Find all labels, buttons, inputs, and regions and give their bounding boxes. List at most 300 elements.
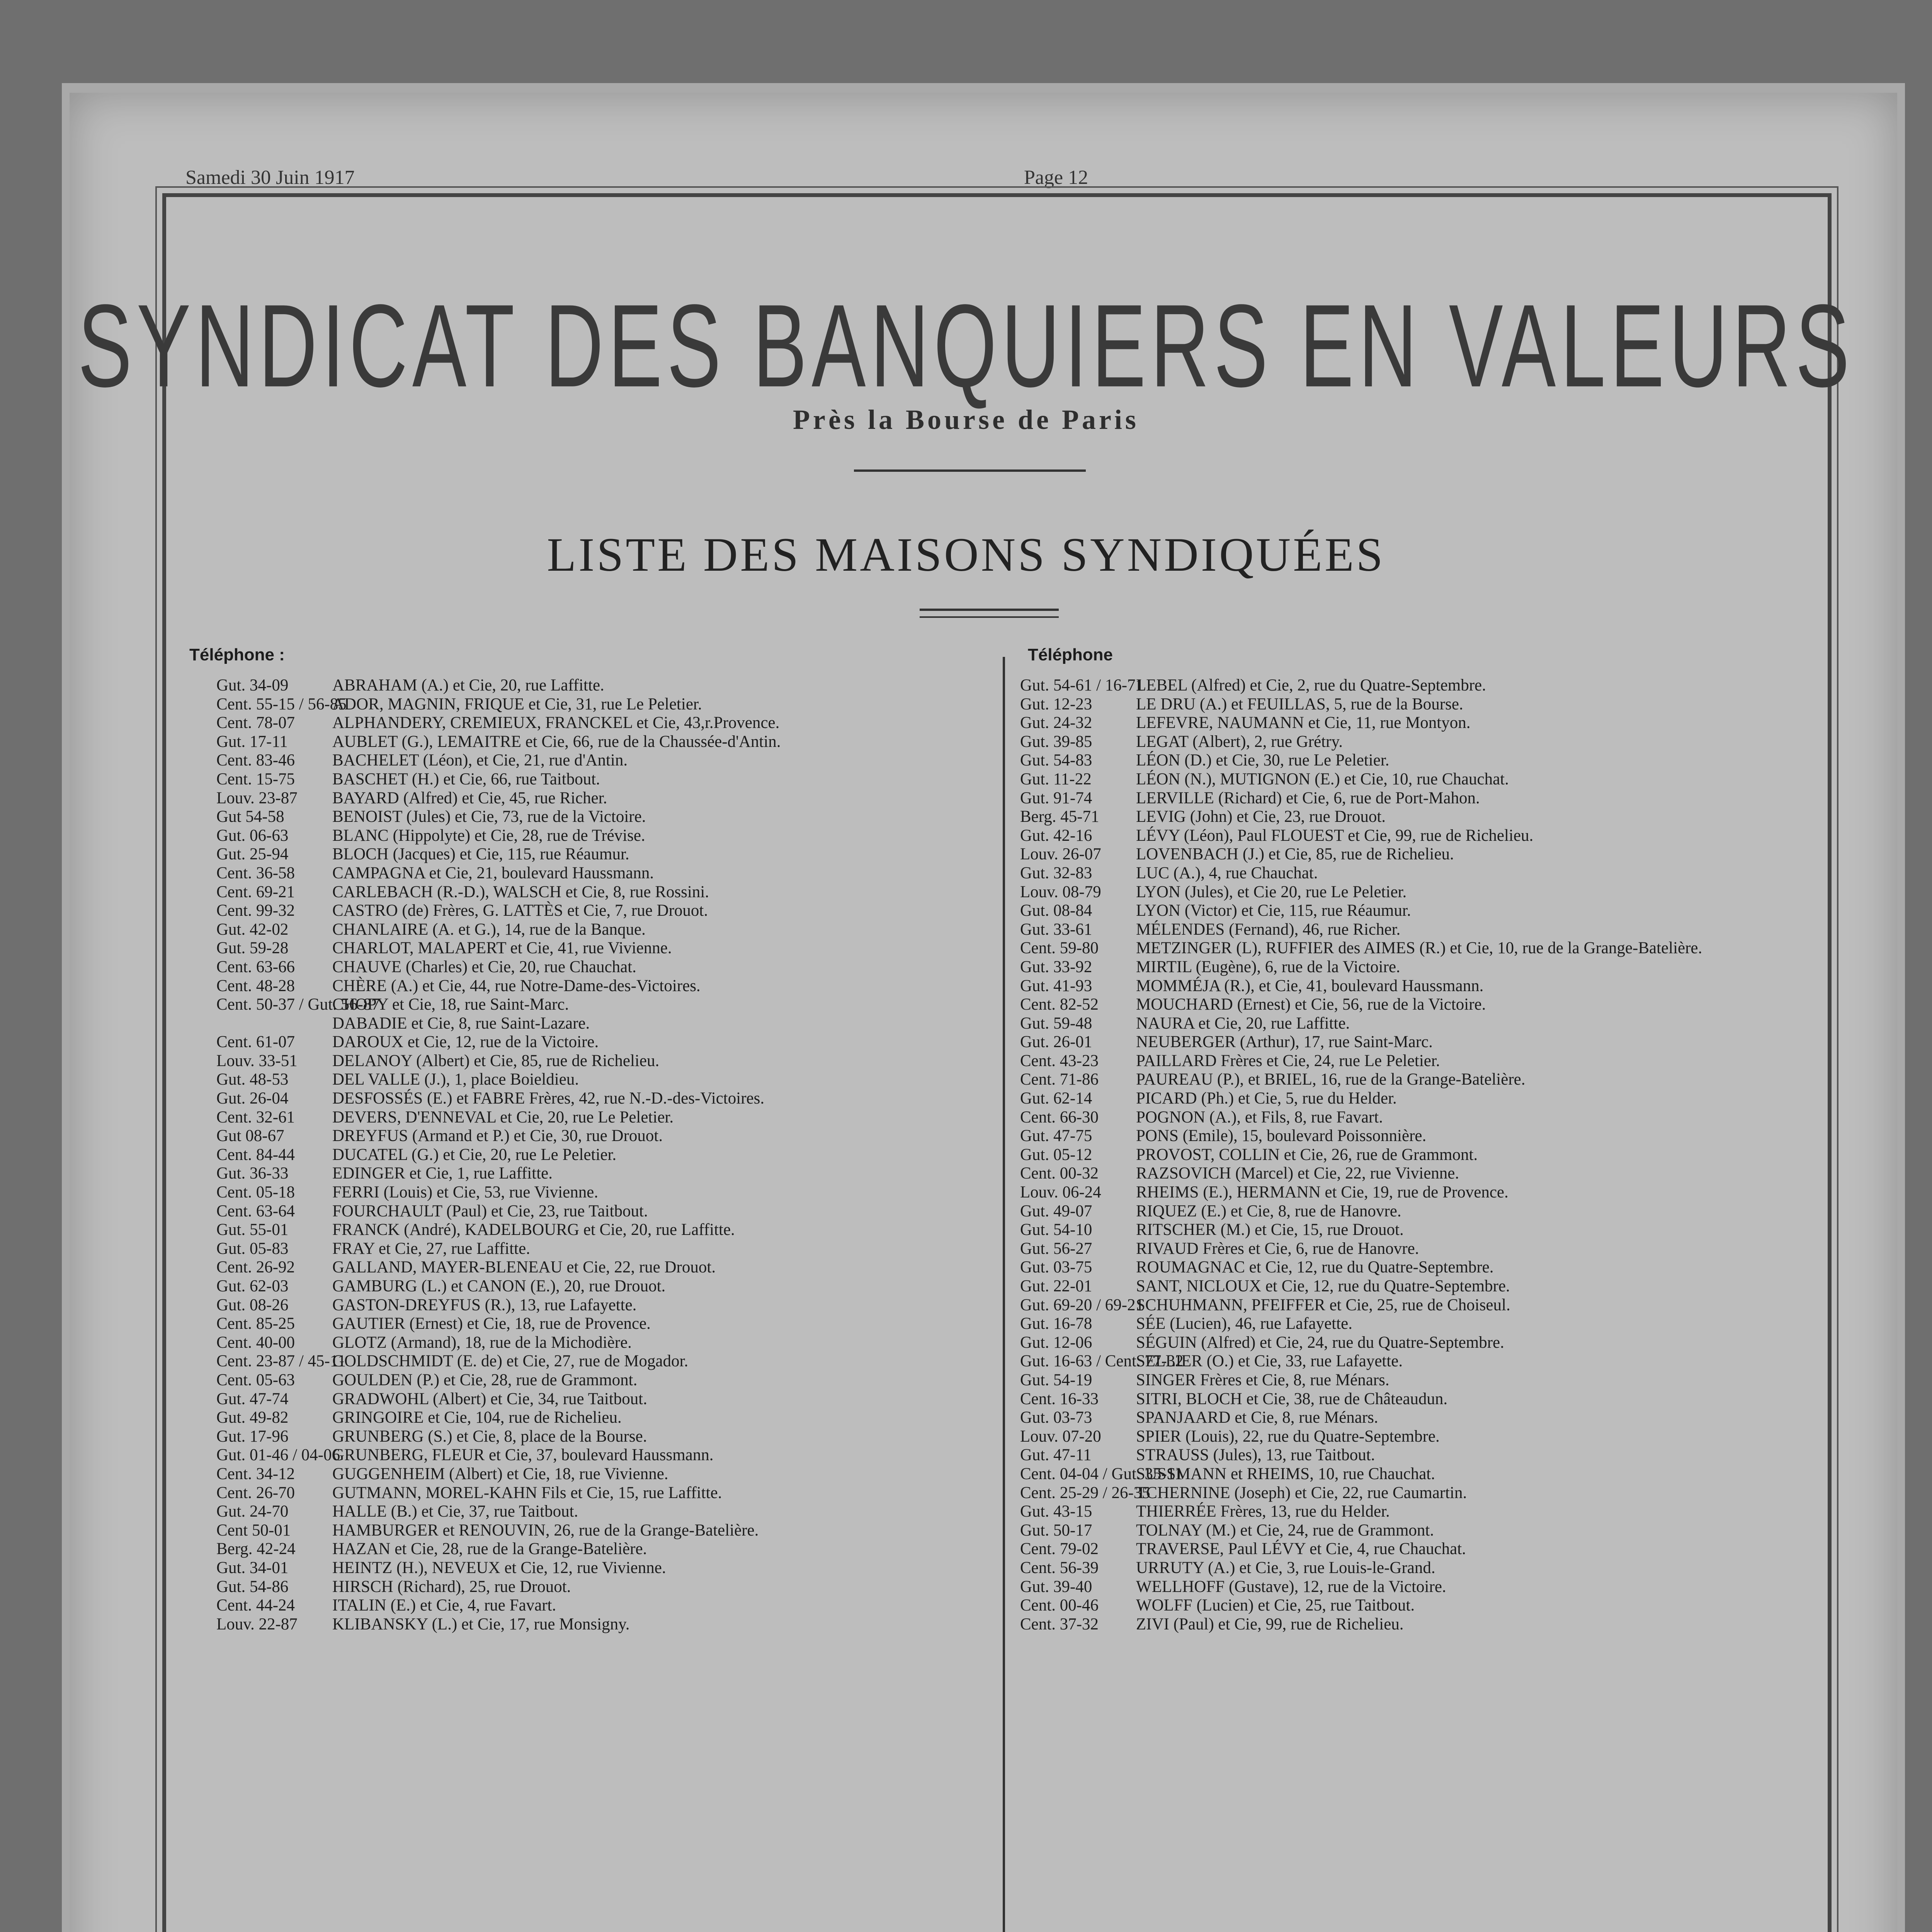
list-item bbox=[216, 1146, 993, 1165]
telephone-number: Gut. 49-07 bbox=[1020, 1202, 1092, 1220]
heading-divider-2 bbox=[920, 616, 1059, 618]
telephone-number: Gut. 06-63 bbox=[216, 826, 289, 845]
list-item bbox=[216, 1014, 993, 1033]
telephone-number: Louv. 26-07 bbox=[1020, 845, 1101, 864]
list-item bbox=[1020, 1371, 1785, 1390]
list-item bbox=[216, 901, 993, 920]
list-item bbox=[1020, 1521, 1785, 1540]
telephone-number: Cent. 59-80 bbox=[1020, 939, 1099, 957]
firm-details: NAURA et Cie, 20, rue Laffitte. bbox=[1136, 1014, 1350, 1032]
list-item bbox=[1020, 770, 1785, 789]
telephone-number: Gut. 54-19 bbox=[1020, 1371, 1092, 1389]
telephone-number: Gut. 50-17 bbox=[1020, 1521, 1092, 1539]
firm-details: FRAY et Cie, 27, rue Laffitte. bbox=[332, 1239, 530, 1258]
firm-details: TRAVERSE, Paul LÉVY et Cie, 4, rue Chauchat. bbox=[1136, 1540, 1466, 1558]
list-item bbox=[1020, 751, 1785, 770]
firm-details: LUC (A.), 4, rue Chauchat. bbox=[1136, 864, 1318, 882]
list-item bbox=[1020, 1146, 1785, 1165]
list-item bbox=[1020, 939, 1785, 958]
telephone-number: Gut. 12-23 bbox=[1020, 695, 1092, 713]
list-item bbox=[1020, 1052, 1785, 1071]
list-item bbox=[216, 770, 993, 789]
telephone-number: Cent. 16-33 bbox=[1020, 1389, 1099, 1408]
telephone-number: Gut. 16-63 / Cent. 77-32 bbox=[1020, 1352, 1184, 1371]
firm-details: CAMPAGNA et Cie, 21, boulevard Haussmann. bbox=[332, 864, 654, 882]
list-item bbox=[1020, 1465, 1785, 1484]
right-member-list bbox=[1020, 676, 1785, 1634]
list-item bbox=[1020, 1221, 1785, 1240]
list-item bbox=[1020, 1484, 1785, 1503]
firm-details: PAILLARD Frères et Cie, 24, rue Le Peletier. bbox=[1136, 1051, 1440, 1070]
firm-details: DESFOSSÉS (E.) et FABRE Frères, 42, rue N.-D.-des-Victoires. bbox=[332, 1089, 765, 1108]
list-item bbox=[216, 1127, 993, 1146]
telephone-number: Cent. 79-02 bbox=[1020, 1540, 1099, 1558]
title-divider bbox=[854, 469, 1086, 472]
list-item bbox=[216, 1277, 993, 1296]
list-item bbox=[1020, 808, 1785, 827]
firm-details: ADOR, MAGNIN, FRIQUE et Cie, 31, rue Le Peletier. bbox=[332, 695, 702, 713]
telephone-number: Louv. 06-24 bbox=[1020, 1183, 1101, 1202]
telephone-number: Gut. 47-75 bbox=[1020, 1127, 1092, 1145]
right-column-header: Téléphone bbox=[1028, 645, 1113, 664]
firm-details: SELLIER (O.) et Cie, 33, rue Lafayette. bbox=[1136, 1352, 1403, 1371]
list-item bbox=[1020, 1315, 1785, 1333]
firm-details: ITALIN (E.) et Cie, 4, rue Favart. bbox=[332, 1596, 556, 1615]
firm-details: MIRTIL (Eugène), 6, rue de la Victoire. bbox=[1136, 957, 1400, 976]
telephone-number: Gut. 34-01 bbox=[216, 1558, 289, 1577]
telephone-number: Cent. 82-52 bbox=[1020, 995, 1099, 1014]
list-item bbox=[216, 789, 993, 808]
list-item bbox=[1020, 1390, 1785, 1409]
list-item bbox=[1020, 864, 1785, 883]
firm-details: FERRI (Louis) et Cie, 53, rue Vivienne. bbox=[332, 1183, 599, 1202]
firm-details: MÉLENDES (Fernand), 46, rue Richer. bbox=[1136, 920, 1401, 939]
left-column-header: Téléphone : bbox=[189, 645, 285, 664]
telephone-number: Gut. 54-61 / 16-71 bbox=[1020, 676, 1144, 694]
telephone-number: Gut. 05-83 bbox=[216, 1239, 289, 1258]
list-item bbox=[1020, 1596, 1785, 1615]
firm-details: AUBLET (G.), LEMAITRE et Cie, 66, rue de la Chaussée-d'Antin. bbox=[332, 732, 781, 751]
telephone-number: Cent. 23-87 / 45-11 bbox=[216, 1352, 346, 1371]
telephone-number: Gut. 47-74 bbox=[216, 1389, 289, 1408]
list-item bbox=[1020, 1333, 1785, 1352]
telephone-number: Cent. 34-12 bbox=[216, 1464, 295, 1483]
telephone-number: Gut. 05-12 bbox=[1020, 1145, 1092, 1164]
list-item bbox=[216, 1333, 993, 1352]
list-item bbox=[216, 995, 993, 1014]
list-item bbox=[1020, 1615, 1785, 1634]
list-item bbox=[216, 1296, 993, 1315]
list-item bbox=[1020, 1540, 1785, 1559]
firm-details: FOURCHAULT (Paul) et Cie, 23, rue Taitbout. bbox=[332, 1202, 648, 1220]
list-item bbox=[1020, 676, 1785, 695]
firm-details: HAZAN et Cie, 28, rue de la Grange-Batelière. bbox=[332, 1540, 647, 1558]
firm-details: SCHUHMANN, PFEIFFER et Cie, 25, rue de Choiseul. bbox=[1136, 1296, 1510, 1314]
firm-details: TOLNAY (M.) et Cie, 24, rue de Grammont. bbox=[1136, 1521, 1434, 1539]
firm-details: SITRI, BLOCH et Cie, 38, rue de Châteaudun. bbox=[1136, 1389, 1448, 1408]
firm-details: DEL VALLE (J.), 1, place Boieldieu. bbox=[332, 1070, 579, 1089]
list-item bbox=[1020, 1202, 1785, 1221]
list-item bbox=[216, 1258, 993, 1277]
telephone-number: Cent. 78-07 bbox=[216, 714, 295, 732]
list-item bbox=[216, 1089, 993, 1108]
list-item bbox=[216, 1484, 993, 1503]
list-item bbox=[216, 1371, 993, 1390]
list-item bbox=[1020, 714, 1785, 733]
firm-details: SÉE (Lucien), 46, rue Lafayette. bbox=[1136, 1315, 1352, 1333]
list-item bbox=[216, 1465, 993, 1484]
firm-details: LYON (Victor) et Cie, 115, rue Réaumur. bbox=[1136, 901, 1411, 920]
telephone-number: Cent. 83-46 bbox=[216, 751, 295, 770]
list-item bbox=[216, 977, 993, 996]
firm-details: RHEIMS (E.), HERMANN et Cie, 19, rue de Provence. bbox=[1136, 1183, 1509, 1202]
list-item bbox=[1020, 827, 1785, 845]
telephone-number: Gut. 12-06 bbox=[1020, 1333, 1092, 1352]
firm-details: TCHERNINE (Joseph) et Cie, 22, rue Caumartin. bbox=[1136, 1483, 1467, 1502]
telephone-number: Gut. 59-28 bbox=[216, 939, 289, 957]
list-item bbox=[216, 1108, 993, 1127]
list-item bbox=[216, 676, 993, 695]
firm-details: LOVENBACH (J.) et Cie, 85, rue de Richelieu. bbox=[1136, 845, 1454, 864]
telephone-number: Cent. 99-32 bbox=[216, 901, 295, 920]
telephone-number: Gut. 03-73 bbox=[1020, 1408, 1092, 1427]
telephone-number: Gut. 41-93 bbox=[1020, 976, 1092, 995]
telephone-number: Gut. 55-01 bbox=[216, 1221, 289, 1239]
telephone-number: Cent. 50-37 / Gut. 56-87 bbox=[216, 995, 380, 1014]
list-item bbox=[1020, 789, 1785, 808]
firm-details: CHAUVE (Charles) et Cie, 20, rue Chauchat. bbox=[332, 957, 636, 976]
firm-details: LÉVY (Léon), Paul FLOUEST et Cie, 99, rue de Richelieu. bbox=[1136, 826, 1534, 845]
telephone-number: Cent. 85-25 bbox=[216, 1315, 295, 1333]
telephone-number: Cent 50-01 bbox=[216, 1521, 291, 1539]
telephone-number: Cent. 15-75 bbox=[216, 770, 295, 788]
list-item bbox=[216, 1446, 993, 1465]
firm-details: BAYARD (Alfred) et Cie, 45, rue Richer. bbox=[332, 789, 607, 807]
list-item bbox=[216, 1352, 993, 1371]
list-item bbox=[216, 1521, 993, 1540]
telephone-number: Louv. 23-87 bbox=[216, 789, 298, 807]
firm-details: DELANOY (Albert) et Cie, 85, rue de Richelieu. bbox=[332, 1051, 660, 1070]
list-item bbox=[216, 751, 993, 770]
list-item bbox=[1020, 1427, 1785, 1446]
firm-details: LÉON (N.), MUTIGNON (E.) et Cie, 10, rue Chauchat. bbox=[1136, 770, 1509, 788]
telephone-number: Berg. 45-71 bbox=[1020, 808, 1099, 826]
telephone-number: Cent. 05-18 bbox=[216, 1183, 295, 1202]
firm-details: MOMMÉJA (R.), et Cie, 41, boulevard Haussmann. bbox=[1136, 976, 1484, 995]
firm-details: FRANCK (André), KADELBOURG et Cie, 20, rue Laffitte. bbox=[332, 1221, 735, 1239]
firm-details: CASTRO (de) Frères, G. LATTÈS et Cie, 7, rue Drouot. bbox=[332, 901, 708, 920]
list-item bbox=[216, 1221, 993, 1240]
telephone-number: Gut. 26-04 bbox=[216, 1089, 289, 1108]
firm-details: BENOIST (Jules) et Cie, 73, rue de la Victoire. bbox=[332, 808, 646, 826]
telephone-number: Gut. 11-22 bbox=[1020, 770, 1092, 788]
list-item bbox=[1020, 995, 1785, 1014]
firm-details: PAUREAU (P.), et BRIEL, 16, rue de la Grange-Batelière. bbox=[1136, 1070, 1526, 1089]
list-item bbox=[1020, 1240, 1785, 1259]
list-item bbox=[216, 1578, 993, 1597]
list-item bbox=[216, 1390, 993, 1409]
list-item bbox=[216, 1615, 993, 1634]
telephone-number: Cent. 26-70 bbox=[216, 1483, 295, 1502]
firm-details: NEUBERGER (Arthur), 17, rue Saint-Marc. bbox=[1136, 1033, 1433, 1051]
telephone-number: Gut. 48-53 bbox=[216, 1070, 289, 1089]
list-item bbox=[1020, 1108, 1785, 1127]
firm-details: ALPHANDERY, CREMIEUX, FRANCKEL et Cie, 43,r.Provence. bbox=[332, 714, 780, 732]
firm-details: SPANJAARD et Cie, 8, rue Ménars. bbox=[1136, 1408, 1378, 1427]
list-item bbox=[216, 1070, 993, 1089]
page-subtitle: Près la Bourse de Paris bbox=[793, 404, 1139, 435]
telephone-number: Gut. 34-09 bbox=[216, 676, 289, 694]
firm-details: DREYFUS (Armand et P.) et Cie, 30, rue Drouot. bbox=[332, 1127, 663, 1145]
firm-details: ROUMAGNAC et Cie, 12, rue du Quatre-Septembre. bbox=[1136, 1258, 1494, 1277]
list-item bbox=[1020, 1089, 1785, 1108]
page-number: Page 12 bbox=[1024, 167, 1088, 189]
list-item bbox=[1020, 883, 1785, 902]
telephone-number: Cent. 61-07 bbox=[216, 1033, 295, 1051]
firm-details: RIVAUD Frères et Cie, 6, rue de Hanovre. bbox=[1136, 1239, 1419, 1258]
telephone-number: Gut. 43-15 bbox=[1020, 1502, 1092, 1521]
firm-details: PICARD (Ph.) et Cie, 5, rue du Helder. bbox=[1136, 1089, 1397, 1108]
firm-details: PONS (Emile), 15, boulevard Poissonnière. bbox=[1136, 1127, 1427, 1145]
firm-details: SINGER Frères et Cie, 8, rue Ménars. bbox=[1136, 1371, 1389, 1389]
telephone-number: Gut. 24-32 bbox=[1020, 714, 1092, 732]
firm-details: GOULDEN (P.) et Cie, 28, rue de Grammont. bbox=[332, 1371, 638, 1389]
list-item bbox=[216, 1164, 993, 1183]
firm-details: EDINGER et Cie, 1, rue Laffitte. bbox=[332, 1164, 553, 1183]
list-item bbox=[1020, 1258, 1785, 1277]
telephone-number: Gut. 42-16 bbox=[1020, 826, 1092, 845]
list-item bbox=[1020, 977, 1785, 996]
list-item bbox=[1020, 901, 1785, 920]
list-item bbox=[216, 920, 993, 939]
firm-details: GRADWOHL (Albert) et Cie, 34, rue Taitbout. bbox=[332, 1389, 648, 1408]
telephone-number: Gut. 03-75 bbox=[1020, 1258, 1092, 1277]
firm-details: GRUNBERG (S.) et Cie, 8, place de la Bourse. bbox=[332, 1427, 647, 1446]
firm-details: RITSCHER (M.) et Cie, 15, rue Drouot. bbox=[1136, 1221, 1404, 1239]
firm-details: WELLHOFF (Gustave), 12, rue de la Victoire. bbox=[1136, 1577, 1446, 1596]
firm-details: POGNON (A.), et Fils, 8, rue Favart. bbox=[1136, 1108, 1383, 1126]
firm-details: GRUNBERG, FLEUR et Cie, 37, boulevard Haussmann. bbox=[332, 1446, 714, 1464]
telephone-number: Gut. 33-92 bbox=[1020, 957, 1092, 976]
telephone-number: Gut. 32-83 bbox=[1020, 864, 1092, 882]
list-item bbox=[216, 1315, 993, 1333]
list-item bbox=[1020, 1014, 1785, 1033]
firm-details: GUTMANN, MOREL-KAHN Fils et Cie, 15, rue Laffitte. bbox=[332, 1483, 722, 1502]
firm-details: GALLAND, MAYER-BLENEAU et Cie, 22, rue Drouot. bbox=[332, 1258, 716, 1277]
heading-divider bbox=[920, 609, 1059, 611]
firm-details: THIERRÉE Frères, 13, rue du Helder. bbox=[1136, 1502, 1390, 1521]
firm-details: SUSSMANN et RHEIMS, 10, rue Chauchat. bbox=[1136, 1464, 1435, 1483]
firm-details: GRINGOIRE et Cie, 104, rue de Richelieu. bbox=[332, 1408, 622, 1427]
left-member-list bbox=[216, 676, 993, 1634]
firm-details: LE DRU (A.) et FEUILLAS, 5, rue de la Bourse. bbox=[1136, 695, 1463, 713]
telephone-number: Gut. 47-11 bbox=[1020, 1446, 1092, 1464]
firm-details: GAUTIER (Ernest) et Cie, 18, rue de Provence. bbox=[332, 1315, 651, 1333]
column-divider bbox=[1003, 657, 1005, 1932]
list-item bbox=[216, 1033, 993, 1052]
list-item bbox=[1020, 1578, 1785, 1597]
firm-details: LEGAT (Albert), 2, rue Grétry. bbox=[1136, 732, 1343, 751]
telephone-number: Cent. 56-39 bbox=[1020, 1558, 1099, 1577]
firm-details: LERVILLE (Richard) et Cie, 6, rue de Port-Mahon. bbox=[1136, 789, 1480, 807]
telephone-number: Gut. 62-03 bbox=[216, 1277, 289, 1295]
firm-details: GAMBURG (L.) et CANON (E.), 20, rue Drouot. bbox=[332, 1277, 666, 1295]
telephone-number: Cent. 32-61 bbox=[216, 1108, 295, 1126]
telephone-number: Cent. 40-00 bbox=[216, 1333, 295, 1352]
firm-details: MOUCHARD (Ernest) et Cie, 56, rue de la Victoire. bbox=[1136, 995, 1486, 1014]
telephone-number: Gut. 54-86 bbox=[216, 1577, 289, 1596]
telephone-number: Gut. 08-26 bbox=[216, 1296, 289, 1314]
firm-details: DAROUX et Cie, 12, rue de la Victoire. bbox=[332, 1033, 599, 1051]
firm-details: LEVIG (John) et Cie, 23, rue Drouot. bbox=[1136, 808, 1386, 826]
telephone-number: Cent. 36-58 bbox=[216, 864, 295, 882]
telephone-number: Gut. 49-82 bbox=[216, 1408, 289, 1427]
list-item bbox=[1020, 1277, 1785, 1296]
firm-details: BLOCH (Jacques) et Cie, 115, rue Réaumur. bbox=[332, 845, 629, 864]
telephone-number: Cent. 26-92 bbox=[216, 1258, 295, 1277]
telephone-number: Gut. 08-84 bbox=[1020, 901, 1092, 920]
page-title: SYNDICAT DES BANQUIERS EN VALEURS bbox=[78, 280, 1854, 412]
telephone-number: Gut. 17-11 bbox=[216, 732, 288, 751]
list-item bbox=[216, 714, 993, 733]
list-item bbox=[216, 958, 993, 977]
firm-details: RAZSOVICH (Marcel) et Cie, 22, rue Vivienne. bbox=[1136, 1164, 1459, 1183]
list-item bbox=[216, 733, 993, 752]
telephone-number: Gut. 39-40 bbox=[1020, 1577, 1092, 1596]
firm-details: CHÈRE (A.) et Cie, 44, rue Notre-Dame-des-Victoires. bbox=[332, 976, 701, 995]
list-item bbox=[216, 883, 993, 902]
telephone-number: Gut. 33-61 bbox=[1020, 920, 1092, 939]
telephone-number: Gut. 62-14 bbox=[1020, 1089, 1092, 1108]
telephone-number: Gut. 69-20 / 69-21 bbox=[1020, 1296, 1144, 1314]
firm-details: BACHELET (Léon), et Cie, 21, rue d'Antin. bbox=[332, 751, 628, 770]
telephone-number: Gut. 39-85 bbox=[1020, 732, 1092, 751]
telephone-number: Cent. 00-46 bbox=[1020, 1596, 1099, 1615]
telephone-number: Cent. 43-23 bbox=[1020, 1051, 1099, 1070]
list-item bbox=[1020, 733, 1785, 752]
firm-details: GASTON-DREYFUS (R.), 13, rue Lafayette. bbox=[332, 1296, 637, 1314]
telephone-number: Cent. 63-64 bbox=[216, 1202, 295, 1220]
firm-details: HALLE (B.) et Cie, 37, rue Taitbout. bbox=[332, 1502, 578, 1521]
firm-details: HIRSCH (Richard), 25, rue Drouot. bbox=[332, 1577, 571, 1596]
telephone-number: Gut. 17-96 bbox=[216, 1427, 289, 1446]
firm-details: DABADIE et Cie, 8, rue Saint-Lazare. bbox=[332, 1014, 590, 1032]
telephone-number: Gut. 54-10 bbox=[1020, 1221, 1092, 1239]
firm-details: LEFEVRE, NAUMANN et Cie, 11, rue Montyon. bbox=[1136, 714, 1471, 732]
telephone-number: Louv. 33-51 bbox=[216, 1051, 298, 1070]
telephone-number: Gut. 54-83 bbox=[1020, 751, 1092, 770]
list-item bbox=[1020, 1183, 1785, 1202]
telephone-number: Cent. 84-44 bbox=[216, 1145, 295, 1164]
telephone-number: Louv. 22-87 bbox=[216, 1615, 298, 1633]
firm-details: RIQUEZ (E.) et Cie, 8, rue de Hanovre. bbox=[1136, 1202, 1401, 1220]
telephone-number: Gut. 36-33 bbox=[216, 1164, 289, 1183]
list-item bbox=[1020, 1127, 1785, 1146]
telephone-number: Gut. 22-01 bbox=[1020, 1277, 1092, 1295]
list-item bbox=[216, 939, 993, 958]
list-item bbox=[216, 808, 993, 827]
list-item bbox=[216, 1427, 993, 1446]
firm-details: CHANLAIRE (A. et G.), 14, rue de la Banque. bbox=[332, 920, 646, 939]
list-item bbox=[216, 1240, 993, 1259]
list-item bbox=[216, 1202, 993, 1221]
list-item bbox=[1020, 958, 1785, 977]
firm-details: GLOTZ (Armand), 18, rue de la Michodière. bbox=[332, 1333, 632, 1352]
firm-details: GUGGENHEIM (Albert) et Cie, 18, rue Vivienne. bbox=[332, 1464, 668, 1483]
telephone-number: Gut. 91-74 bbox=[1020, 789, 1092, 807]
telephone-number: Gut. 24-70 bbox=[216, 1502, 289, 1521]
telephone-number: Gut. 26-01 bbox=[1020, 1033, 1092, 1051]
list-item bbox=[216, 1540, 993, 1559]
list-item bbox=[1020, 1559, 1785, 1578]
telephone-number: Cent. 66-30 bbox=[1020, 1108, 1099, 1126]
list-item bbox=[216, 1559, 993, 1578]
firm-details: PROVOST, COLLIN et Cie, 26, rue de Grammont. bbox=[1136, 1145, 1478, 1164]
list-item bbox=[1020, 1502, 1785, 1521]
list-item bbox=[216, 864, 993, 883]
firm-details: DUCATEL (G.) et Cie, 20, rue Le Peletier. bbox=[332, 1145, 617, 1164]
firm-details: METZINGER (L), RUFFIER des AIMES (R.) et Cie, 10, rue de la Grange-Batelière. bbox=[1136, 939, 1702, 957]
list-item bbox=[216, 1408, 993, 1427]
list-item bbox=[1020, 1352, 1785, 1371]
telephone-number: Louv. 08-79 bbox=[1020, 883, 1101, 901]
list-item bbox=[216, 1596, 993, 1615]
telephone-number: Cent. 04-04 / Gut. 35-11 bbox=[1020, 1464, 1183, 1483]
telephone-number: Cent. 44-24 bbox=[216, 1596, 295, 1615]
firm-details: HAMBURGER et RENOUVIN, 26, rue de la Grange-Batelière. bbox=[332, 1521, 759, 1539]
telephone-number: Cent. 48-28 bbox=[216, 976, 295, 995]
telephone-number: Cent. 00-32 bbox=[1020, 1164, 1099, 1183]
firm-details: BASCHET (H.) et Cie, 66, rue Taitbout. bbox=[332, 770, 600, 788]
telephone-number: Gut 08-67 bbox=[216, 1127, 284, 1145]
firm-details: GOLDSCHMIDT (E. de) et Cie, 27, rue de Mogador. bbox=[332, 1352, 689, 1371]
telephone-number: Berg. 42-24 bbox=[216, 1540, 296, 1558]
firm-details: ZIVI (Paul) et Cie, 99, rue de Richelieu. bbox=[1136, 1615, 1404, 1633]
telephone-number: Cent. 55-15 / 56-85 bbox=[216, 695, 347, 713]
issue-date: Samedi 30 Juin 1917 bbox=[185, 167, 355, 189]
list-item bbox=[216, 827, 993, 845]
telephone-number: Cent. 37-32 bbox=[1020, 1615, 1099, 1633]
list-item bbox=[216, 1502, 993, 1521]
firm-details: WOLFF (Lucien) et Cie, 25, rue Taitbout. bbox=[1136, 1596, 1415, 1615]
telephone-number: Gut. 59-48 bbox=[1020, 1014, 1092, 1032]
telephone-number: Gut 54-58 bbox=[216, 808, 284, 826]
firm-details: SPIER (Louis), 22, rue du Quatre-Septembre. bbox=[1136, 1427, 1440, 1446]
telephone-number: Gut. 16-78 bbox=[1020, 1315, 1092, 1333]
list-item bbox=[1020, 1408, 1785, 1427]
firm-details: LYON (Jules), et Cie 20, rue Le Peletier. bbox=[1136, 883, 1407, 901]
firm-details: LEBEL (Alfred) et Cie, 2, rue du Quatre-Septembre. bbox=[1136, 676, 1486, 694]
firm-details: CHARLOT, MALAPERT et Cie, 41, rue Vivienne. bbox=[332, 939, 672, 957]
telephone-number: Cent. 25-29 / 26-35 bbox=[1020, 1483, 1150, 1502]
telephone-number: Cent. 71-86 bbox=[1020, 1070, 1099, 1089]
telephone-number: Gut. 56-27 bbox=[1020, 1239, 1092, 1258]
list-item bbox=[216, 1052, 993, 1071]
section-heading: LISTE DES MAISONS SYNDIQUÉES bbox=[547, 528, 1385, 581]
firm-details: ABRAHAM (A.) et Cie, 20, rue Laffitte. bbox=[332, 676, 604, 694]
telephone-number: Gut. 42-02 bbox=[216, 920, 289, 939]
firm-details: CHOPY et Cie, 18, rue Saint-Marc. bbox=[332, 995, 569, 1014]
list-item bbox=[1020, 1446, 1785, 1465]
list-item bbox=[1020, 1070, 1785, 1089]
telephone-number: Cent. 63-66 bbox=[216, 957, 295, 976]
firm-details: DEVERS, D'ENNEVAL et Cie, 20, rue Le Peletier. bbox=[332, 1108, 674, 1126]
list-item bbox=[1020, 1164, 1785, 1183]
firm-details: LÉON (D.) et Cie, 30, rue Le Peletier. bbox=[1136, 751, 1389, 770]
list-item bbox=[216, 695, 993, 714]
telephone-number: Cent. 69-21 bbox=[216, 883, 295, 901]
firm-details: BLANC (Hippolyte) et Cie, 28, rue de Trévise. bbox=[332, 826, 645, 845]
